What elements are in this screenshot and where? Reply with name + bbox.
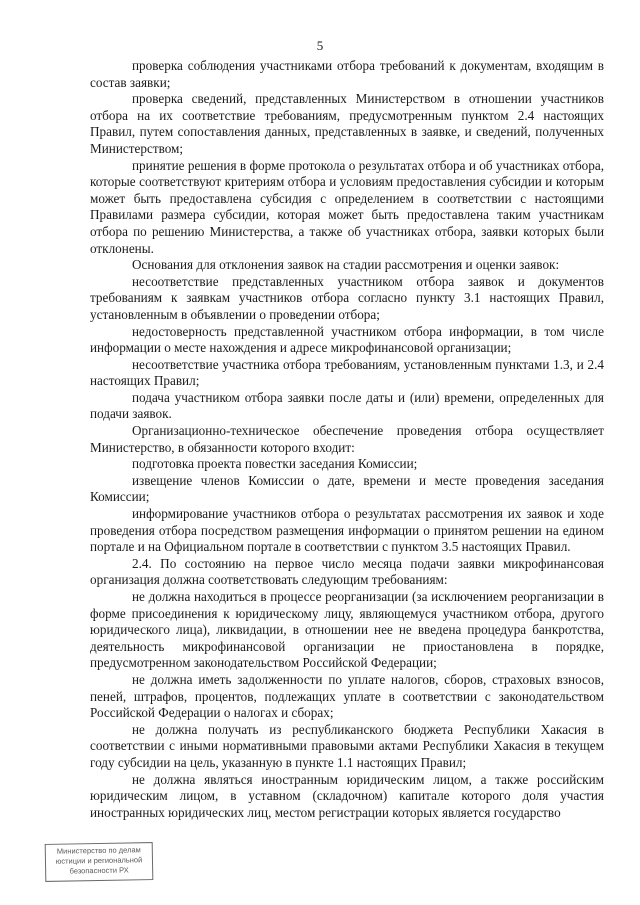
paragraph: подготовка проекта повестки заседания Комиссии;	[132, 456, 418, 472]
paragraph: не должна иметь задолженности по уплате налогов, сборов, страховых взносов, пеней, штрафов, процентов, подлежащих уплате в соответствии с законодательством Российской Федерации о налогах и сборах;	[90, 671, 604, 721]
ministry-stamp	[45, 842, 154, 882]
paragraph: не должна являться иностранным юридическим лицом, а также российским юридическим лицом, в уставном (складочном) капитале которого доля участия иностранных юридических лиц, местом регистрации которых является государство	[90, 771, 604, 820]
stamp-line: Министерство по делам	[56, 845, 141, 856]
paragraph: подача участником отбора заявки после даты и (или) времени, определенных для подачи заявок.	[90, 389, 604, 422]
stamp-line: безопасности РХ	[69, 865, 129, 876]
paragraph: 2.4. По состоянию на первое число месяца подачи заявки микрофинансовая организация должна соответствовать следующим требованиям:	[90, 555, 604, 588]
paragraph: Организационно-техническое обеспечение проведения отбора осуществляет Министерство, в обязанности которого входит:	[90, 423, 604, 455]
paragraph: проверка сведений, представленных Министерством в отношении участников отбора на их соответствие требованиям, предусмотренным пунктом 2.4 настоящих Правил, путем сопоставления данных, представленных в заявке, и сведений, полученных Министерством;	[90, 91, 604, 156]
paragraph: Основания для отклонения заявок на стадии рассмотрения и оценки заявок:	[132, 257, 560, 273]
paragraph: проверка соблюдения участниками отбора требований к документам, входящим в состав заявки;	[90, 58, 604, 90]
paragraph: информирование участников отбора о результатах рассмотрения их заявок и ходе проведения отбора посредством размещения информации о принятом решении на едином портале и на Официальном портале в соответствии с пунктом 3.5 настоящих Правил.	[90, 506, 604, 555]
paragraph: не должна получать из республиканского бюджета Республики Хакасия в соответствии с иными нормативными правовыми актами Республики Хакасия в текущем году субсидии на цель, указанную в пункте 1.1 настоящих Правил;	[90, 721, 604, 770]
paragraph: не должна находиться в процессе реорганизации (за исключением реорганизации в форме присоединения к юридическому лицу, являющемуся участником отбора, другого юридического лица), ликвидации, в отношении нее не введена процедура банкротства, деятельность микрофинансовой организации не приостановлена в порядке, предусмотренном законодательством Российской Федерации;	[90, 589, 604, 671]
paragraph: извещение членов Комиссии о дате, времени и месте проведения заседания Комиссии;	[90, 472, 604, 505]
paragraph: недостоверность представленной участником отбора информации, в том числе информации о месте нахождения и адресе микрофинансовой организации;	[90, 323, 604, 356]
stamp-line: юстиции и региональной	[55, 855, 143, 866]
document-body	[90, 58, 604, 821]
page-number: 5	[316, 38, 324, 53]
paragraph: несоответствие участника отбора требованиям, установленным пунктами 1.3, и 2.4 настоящих Правил;	[90, 356, 604, 389]
paragraph: принятие решения в форме протокола о результатах отбора и об участниках отбора, которые соответствуют критериям отбора и условиям предоставления субсидии и которым может быть предоставлена субсидия с определением в соответствии с настоящими Правилами размера субсидии, которая может быть предоставлена таким участникам отбора по решению Министерства, а также об участниках отбора, заявки которых были отклонены.	[90, 157, 604, 256]
paragraph: несоответствие представленных участником отбора заявок и документов требованиям к заявкам участников отбора согласно пункту 3.1 настоящих Правил, установленным в объявлении о проведении отбора;	[90, 273, 604, 322]
